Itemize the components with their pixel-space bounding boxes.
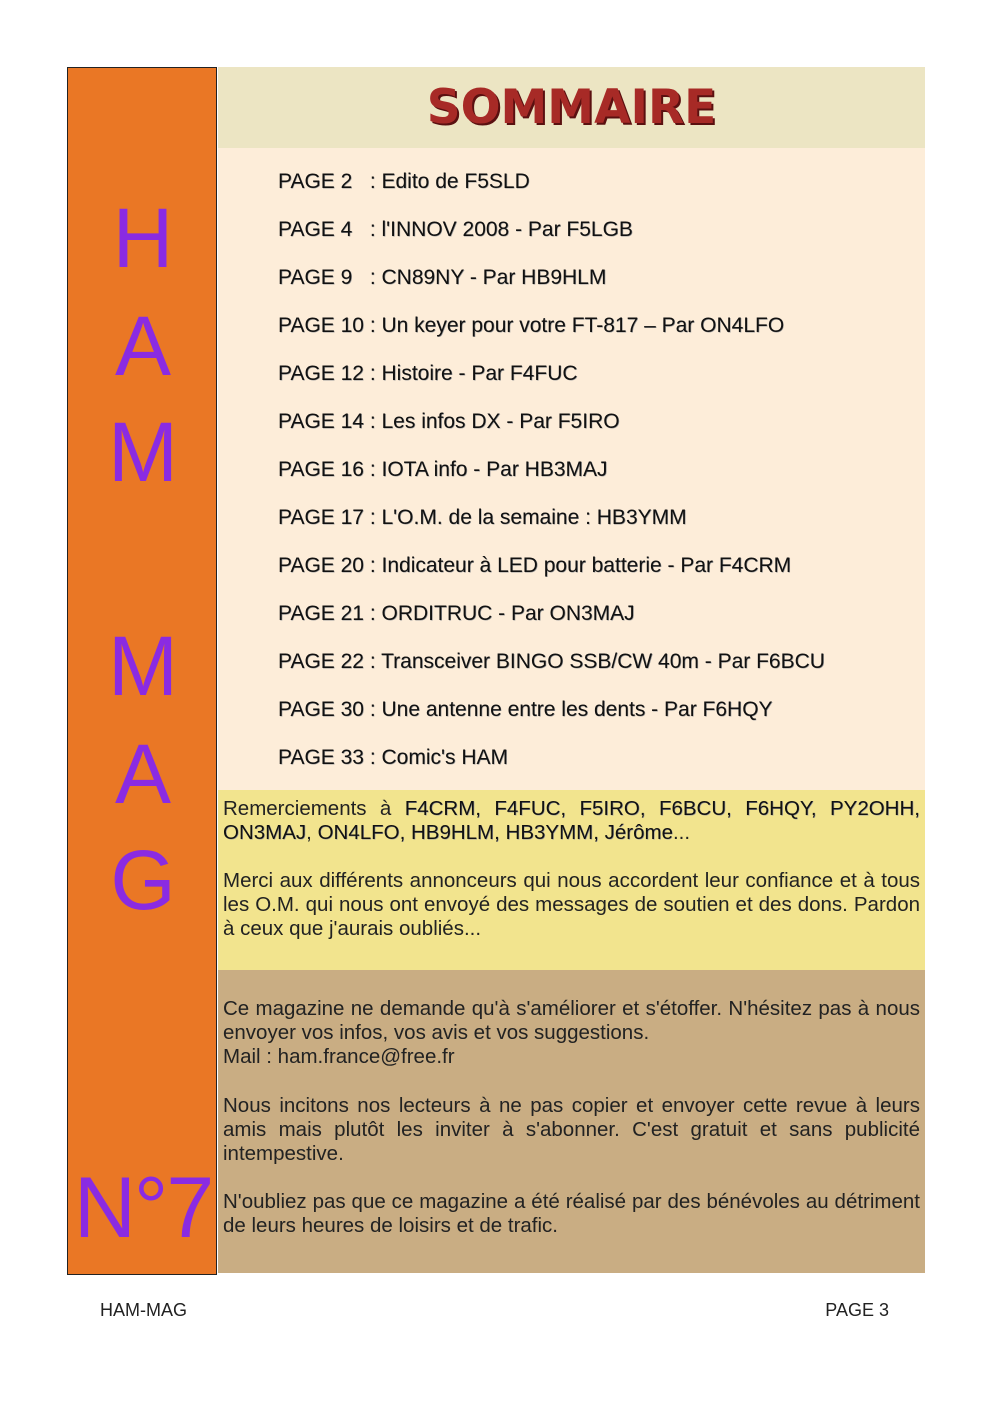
toc-item: [278, 697, 773, 723]
toc-entry-title: : Histoire - Par F4FUC: [369, 362, 578, 385]
toc-item: [278, 313, 784, 339]
toc-entry-title: : ORDITRUC - Par ON3MAJ: [369, 602, 635, 625]
toc-item: [278, 505, 687, 531]
toc-entry-title: : L'O.M. de la semaine : HB3YMM: [369, 506, 687, 529]
masthead-letter: A: [114, 727, 172, 821]
toc-entry-title: : Edito de F5SLD: [369, 170, 530, 193]
thanks-names-continued: ON4LFO, HB9HLM, HB3YMM, Jérôme: [317, 821, 673, 844]
toc-item: [278, 457, 608, 483]
footer-magazine-name: HAM-MAG: [100, 1300, 187, 1320]
table-of-contents: [218, 148, 925, 790]
toc-page-number: PAGE 2: [278, 170, 370, 193]
thanks-names: F4CRM, F4FUC, F5IRO, F6BCU, F6HQY, PY2OHH, ON3MAJ: [223, 797, 920, 844]
toc-entry-title: : Indicateur à LED pour batterie - Par F4CRM: [369, 554, 792, 577]
toc-entry-title: : Un keyer pour votre FT-817 – Par ON4LFO: [369, 314, 785, 337]
volunteers-paragraph: N'oubliez pas que ce magazine a été réalisé par des bénévoles au détriment de leurs heures de loisirs et de trafic.: [223, 1190, 920, 1237]
toc-item: [278, 553, 791, 579]
toc-page-number: PAGE 33: [278, 746, 370, 769]
toc-page-number: PAGE 4: [278, 218, 370, 241]
toc-page-number: PAGE 9: [278, 266, 370, 289]
toc-item: [278, 217, 633, 243]
toc-entry-title: : Transceiver BINGO SSB/CW 40m - Par F6BCU: [369, 650, 825, 673]
toc-item: [278, 409, 620, 435]
advertisers-thanks-paragraph: Merci aux différents annonceurs qui nous accordent leur confiance et à tous les O.M. qui nous ont envoyé des messages de soutien et des dons. Pardon à ceux que j'aurais oubliés...: [223, 869, 920, 940]
feedback-paragraph: Ce magazine ne demande qu'à s'améliorer et s'étoffer. N'hésitez pas à nous envoyer vos infos, vos avis et vos suggestions.: [223, 997, 920, 1044]
issue-number: N°7: [73, 1160, 213, 1256]
toc-page-number: PAGE 21: [278, 602, 370, 625]
thanks-text: [223, 797, 920, 845]
thanks-separator: ,: [306, 821, 318, 844]
toc-entry-title: : l'INNOV 2008 - Par F5LGB: [369, 218, 633, 241]
toc-item: [278, 169, 530, 195]
masthead-letter: M: [108, 619, 178, 713]
toc-entry-title: : Une antenne entre les dents - Par F6HQY: [369, 698, 773, 721]
summary-header: [218, 67, 925, 148]
toc-page-number: PAGE 14: [278, 410, 370, 433]
toc-entry-title: : CN89NY - Par HB9HLM: [369, 266, 607, 289]
masthead-letter: M: [108, 405, 178, 499]
masthead-letter: A: [114, 299, 172, 393]
toc-entry-title: : IOTA info - Par HB3MAJ: [369, 458, 608, 481]
page-title: SOMMAIRE: [426, 80, 717, 135]
vertical-masthead: [67, 67, 217, 1275]
toc-entry-title: : Les infos DX - Par F5IRO: [369, 410, 620, 433]
toc-page-number: PAGE 20: [278, 554, 370, 577]
toc-page-number: PAGE 12: [278, 362, 370, 385]
masthead-letter: H: [112, 191, 174, 285]
toc-page-number: PAGE 22: [278, 650, 370, 673]
thanks-ellipsis: ...: [672, 821, 691, 844]
info-section: [218, 970, 925, 1273]
toc-item: [278, 745, 508, 771]
toc-page-number: PAGE 10: [278, 314, 370, 337]
toc-item: [278, 361, 578, 387]
toc-item: [278, 601, 635, 627]
toc-item: [278, 265, 606, 291]
sharing-paragraph: Nous incitons nos lecteurs à ne pas copier et envoyer cette revue à leurs amis mais plutôt les inviter à s'abonner. C'est gratuit et sans publicité intempestive.: [223, 1094, 920, 1165]
contact-mail: Mail : ham.france@free.fr: [223, 1045, 455, 1068]
thanks-section: [218, 790, 925, 970]
footer-page-number: PAGE 3: [825, 1300, 889, 1320]
toc-item: [278, 649, 825, 675]
toc-page-number: PAGE 17: [278, 506, 370, 529]
toc-page-number: PAGE 16: [278, 458, 370, 481]
toc-entry-title: : Comic's HAM: [369, 746, 509, 769]
thanks-intro: Remerciements à: [223, 797, 392, 820]
toc-page-number: PAGE 30: [278, 698, 370, 721]
masthead-letter: G: [110, 833, 176, 927]
